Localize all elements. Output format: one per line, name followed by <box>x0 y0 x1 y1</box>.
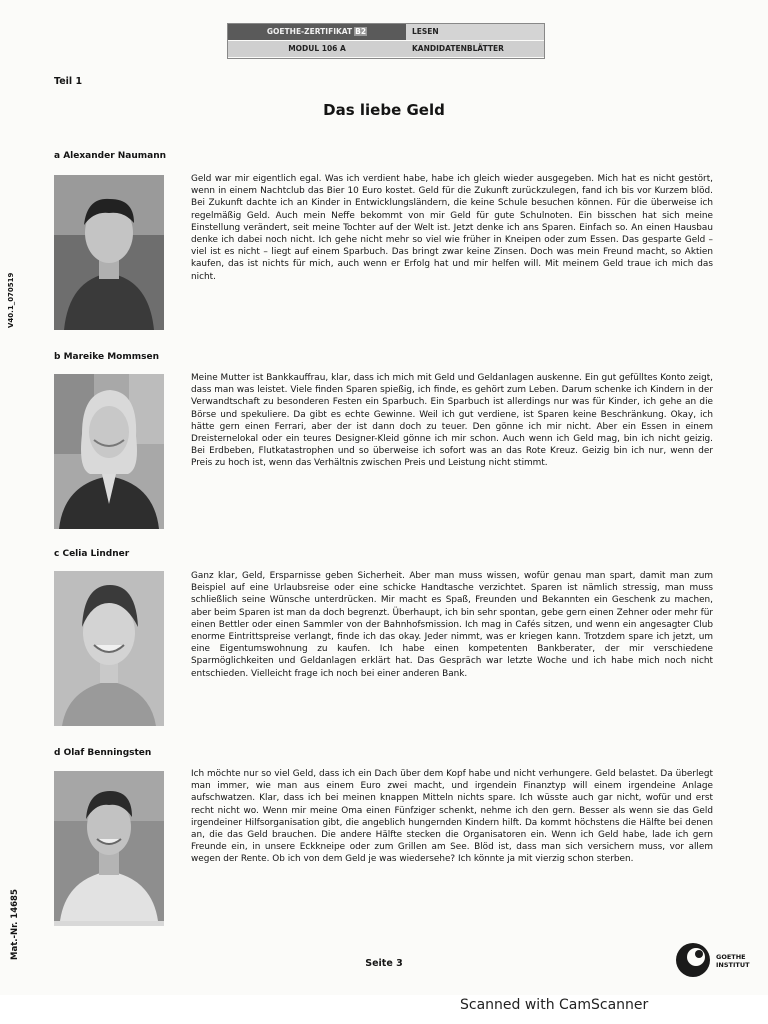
module-label: MODUL 106 A <box>228 41 406 57</box>
person-photo-a <box>54 175 164 330</box>
person-text-b: Meine Mutter ist Bankkauffrau, klar, dass ich mich mit Geld und Geldanlagen auskenne. Ein gut gefülltes Konto zeigt, dass man was leistet. Viele finden Sparen spießig, ich finde, es gehört zum Leben. Darum schenke ich Kindern in der Verwandtschaft zu besonderen Festen ein Sparbuch. Ein Sparbuch ist allerdings nur was für Kinder, ich gehe an die Börse und spekuliere. Da gibt es echte Gewinne. Weil ich gut verdiene, ist Sparen keine Beschränkung. Okay, ich hätte gern einen Ferrari, aber der ist dann doch zu teuer. Den gönne ich mir nicht. Aber ein Essen in einem Dreisternelokal oder ein teures Designer-Kleid gönne ich mir schon. Auch wenn ich Geld mag, bin ich nicht geizig. Bei Erdbeben, Flutkatastrophen und so überweise ich sofort was an das Rote Kreuz. Geizig bin ich nur, wenn der Preis zu hoch ist, wenn das Verhältnis zwischen Preis und Leistung nicht stimmt. <box>191 373 713 469</box>
scan-strip <box>0 995 768 1024</box>
side-code: V40.1_070519 <box>7 272 15 328</box>
section-label: LESEN <box>406 24 544 40</box>
exam-header <box>227 23 545 59</box>
person-photo-c <box>54 571 164 726</box>
person-photo-d <box>54 771 164 926</box>
person-text-a: Geld war mir eigentlich egal. Was ich verdient habe, habe ich gleich wieder ausgegeben. Mich hat es nicht gestört, wenn in einem Nachtclub das Bier 10 Euro kostet. Geld für die Zukunft zurückzulegen, fand ich bis vor Kurzem blöd. Bei Zukunft dachte ich an Kinder in Entwicklungsländern, die keine Schule besuchen können. Für die überweise ich regelmäßig Geld. Auch mein Neffe bekommt von mir Geld für gute Schulnoten. Ein bisschen hat sich meine Einstellung verändert, seit meine Tochter auf der Welt ist. Jetzt denke ich ans Sparen. Einfach so. An einen Hausbau denke ich dabei noch nicht. Ich gehe nicht mehr so viel wie früher in Kneipen oder zum Essen. Das gesparte Geld – viel ist es nicht – liegt auf einem Sparbuch. Das bringt zwar keine Zinsen. Doch was mein Freund macht, so Aktien kaufen, das ist nichts für mich, auch wenn er Erfolg hat und mir helfen will. Mit meinem Geld traue ich mich das nicht. <box>191 174 713 282</box>
page-title: Das liebe Geld <box>323 101 445 119</box>
page-number: Seite 3 <box>365 958 403 969</box>
part-label: Teil 1 <box>54 76 83 87</box>
person-name-b: b Mareike Mommsen <box>54 352 159 362</box>
person-text-c: Ganz klar, Geld, Ersparnisse geben Sicherheit. Aber man muss wissen, wofür genau man spart, damit man zum Beispiel auf eine Urlaubsreise oder eine schicke Handtasche verzichtet. Sparen ist nämlich stressig, man muss schließlich seine Wünsche unterdrücken. Mir macht es Spaß, Freunden und Bekannten ein Geschenk zu machen, aber beim Sparen ist man da doch begrenzt. Überhaupt, ich bin sehr spontan, gebe gern einen Zehner oder mehr für einen Bettler oder einen Sammler von der Bahnhofsmission. Ich mag in Cafés sitzen, und wenn ein angesagter Club enorme Eintrittspreise verlangt, finde ich das okay. Jeder nimmt, was er kriegen kann. Trotzdem spare ich jetzt, um eine Eigentumswohnung zu kaufen. Ich habe einen kompetenten Bankberater, der mir verschiedene Sparmöglichkeiten und Geldanlagen erklärt hat. Das Gespräch war letzte Woche und ich habe mich noch nicht entschieden. Vielleicht frage ich noch bei einer anderen Bank. <box>191 571 713 679</box>
sheet-label: KANDIDATENBLÄTTER <box>406 41 544 57</box>
certificate-level: B2 <box>355 27 367 36</box>
person-name-d: d Olaf Benningsten <box>54 748 152 758</box>
certificate-label: GOETHE-ZERTIFIKAT B2 <box>228 24 406 40</box>
person-text-d: Ich möchte nur so viel Geld, dass ich ein Dach über dem Kopf habe und nicht verhungere. Geld belastet. Da überlegt man immer, wie man aus einem Euro zwei macht, und irgendein Finanztyp will einem irgendeine Anlage aufschwatzen. Klar, dass ich bei meinen knappen Mitteln nichts spare. Ich wüsste auch gar nicht, wofür und erst recht nicht wo. Wenn mir meine Oma einen Fünfziger schenkt, nehme ich den gern. Besser als wenn sie das Geld irgendeiner Hilfsorganisation gibt, die angeblich hungernden Kindern hilft. Da kommt höchstens die Hälfte bei denen an, die das Geld brauchen. Die andere Hälfte stecken die Organisatoren ein. Wenn ich Geld habe, lade ich gern Freunde ein, in unsere Eckkneipe oder zum Grillen am See. Blöd ist, dass man sich versichern muss, vor allem wegen der Rente. Ob ich von dem Geld je was wiedersehe? Ich könnte ja mit vierzig schon sterben. <box>191 769 713 865</box>
logo-text: GOETHE INSTITUT <box>716 953 750 969</box>
person-name-c: c Celia Lindner <box>54 549 130 559</box>
person-name-a: a Alexander Naumann <box>54 151 167 161</box>
person-photo-b <box>54 374 164 529</box>
scan-watermark: Scanned with CamScanner <box>460 997 649 1013</box>
material-number: Mat.-Nr. 14685 <box>10 889 20 960</box>
